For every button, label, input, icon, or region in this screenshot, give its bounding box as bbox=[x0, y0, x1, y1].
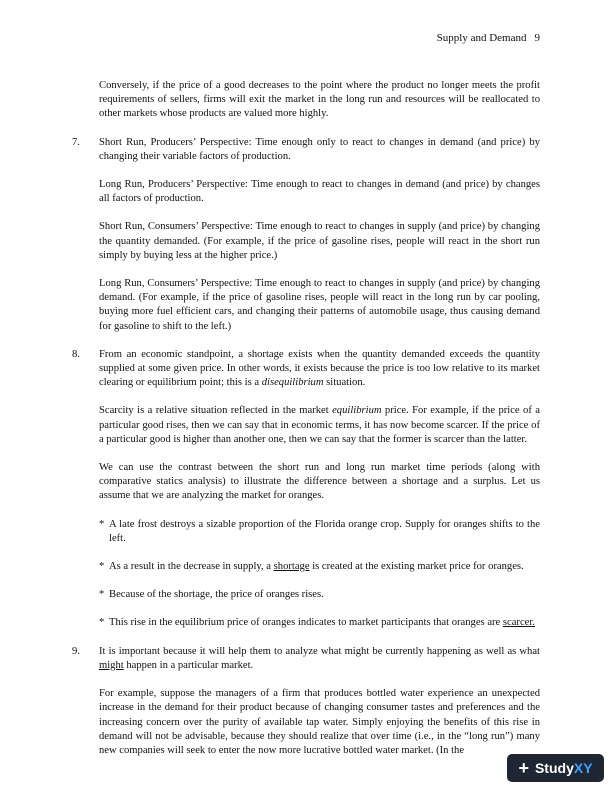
item-7-paragraph-4: Long Run, Consumers’ Perspective: Time enough to react to changes in supply (and price) by changing demand. (For example, if the price of gasoline rises, people will react in the long run by car pooling, buying more fuel efficient cars, and changing their patterns of automobile usage, thus causing demand for gasoline to shift to the left.) bbox=[99, 278, 540, 332]
item-8-paragraph-1: From an economic standpoint, a shortage exists when the quantity demanded exceeds the quantity supplied at some given price. In other words, it exists because the price is too low relative to its market clearing or equilibrium point; this is a disequilibrium situation. bbox=[99, 348, 540, 389]
item-7-paragraph-3: Short Run, Consumers’ Perspective: Time enough to react to changes in supply (and price) by changing the quantity demanded. (For example, if the price of gasoline rises, people will react in the short run simply by buying less at the higher price.) bbox=[99, 221, 540, 261]
bullet-item: * As a result in the decrease in supply, a shortage is created at the existing market price for oranges. bbox=[99, 561, 524, 573]
intro-text: Conversely, if the price of a good decreases to the point where the product no longer meets the profit requirements of sellers, firms will exit the market in the long run and resources will be reallocated to other markets whose products are valued more highly. bbox=[99, 80, 540, 120]
page-header bbox=[437, 32, 540, 44]
item-7-paragraph-2: Long Run, Producers’ Perspective: Time enough to react to changes in demand (and price) by changes all factors of production. bbox=[99, 179, 540, 205]
header-title: Supply and Demand bbox=[436, 32, 527, 44]
bullet-item: * Because of the shortage, the price of oranges rises. bbox=[99, 589, 324, 601]
bullet-item: * This rise in the equilibrium price of oranges indicates to market participants that oranges are scarcer. bbox=[99, 617, 535, 629]
bullet-item: * A late frost destroys a sizable proportion of the Florida orange crop. Supply for oranges shifts to the left. bbox=[99, 518, 540, 544]
logo-text-study: Study bbox=[534, 760, 574, 776]
item-8 bbox=[72, 348, 540, 631]
item-9 bbox=[72, 645, 540, 758]
item-9-paragraph-2: For example, suppose the managers of a firm that produces bottled water experience an unexpected increase in the demand for their product because of changing consumer tastes and preferences and the increasing concern over the purity of available tap water. Simply enjoying the benefits of this rise in demand will not be advisable, because they should realize that over time (i.e., in the “long run”) many new companies will seek to enter the now more lucrative bottled water market. (In the bbox=[99, 688, 540, 756]
studyxy-logo-badge[interactable] bbox=[507, 754, 604, 782]
item-number: 8. bbox=[72, 348, 80, 360]
item-9-paragraph-1: It is important because it will help them to analyze what might be currently happening as well as what might happen in a particular market. bbox=[99, 645, 540, 671]
logo-text-xy: XY bbox=[573, 760, 593, 776]
item-7 bbox=[72, 136, 540, 334]
document-body bbox=[72, 79, 540, 758]
plus-icon: + bbox=[518, 758, 529, 778]
item-8-paragraph-3: We can use the contrast between the short run and long run market time periods (along with comparative statics analysis) to illustrate the difference between a shortage and a surplus. Let us assume that we are analyzing the market for oranges. bbox=[99, 462, 540, 502]
item-number: 9. bbox=[72, 645, 80, 657]
item-number: 7. bbox=[72, 136, 80, 148]
intro-paragraph bbox=[72, 79, 540, 122]
page-number: 9 bbox=[534, 32, 540, 44]
item-8-paragraph-2: Scarcity is a relative situation reflected in the market equilibrium price. For example, if the price of a particular good rises, then we can say that in economic terms, it has now become scarcer. If the price of a particular good is higher than another one, then we can say that the former is scarcer than the latter. bbox=[99, 405, 540, 445]
item-7-paragraph-1: Short Run, Producers’ Perspective: Time enough only to react to changes in demand (and price) by changing their variable factors of production. bbox=[99, 136, 540, 162]
